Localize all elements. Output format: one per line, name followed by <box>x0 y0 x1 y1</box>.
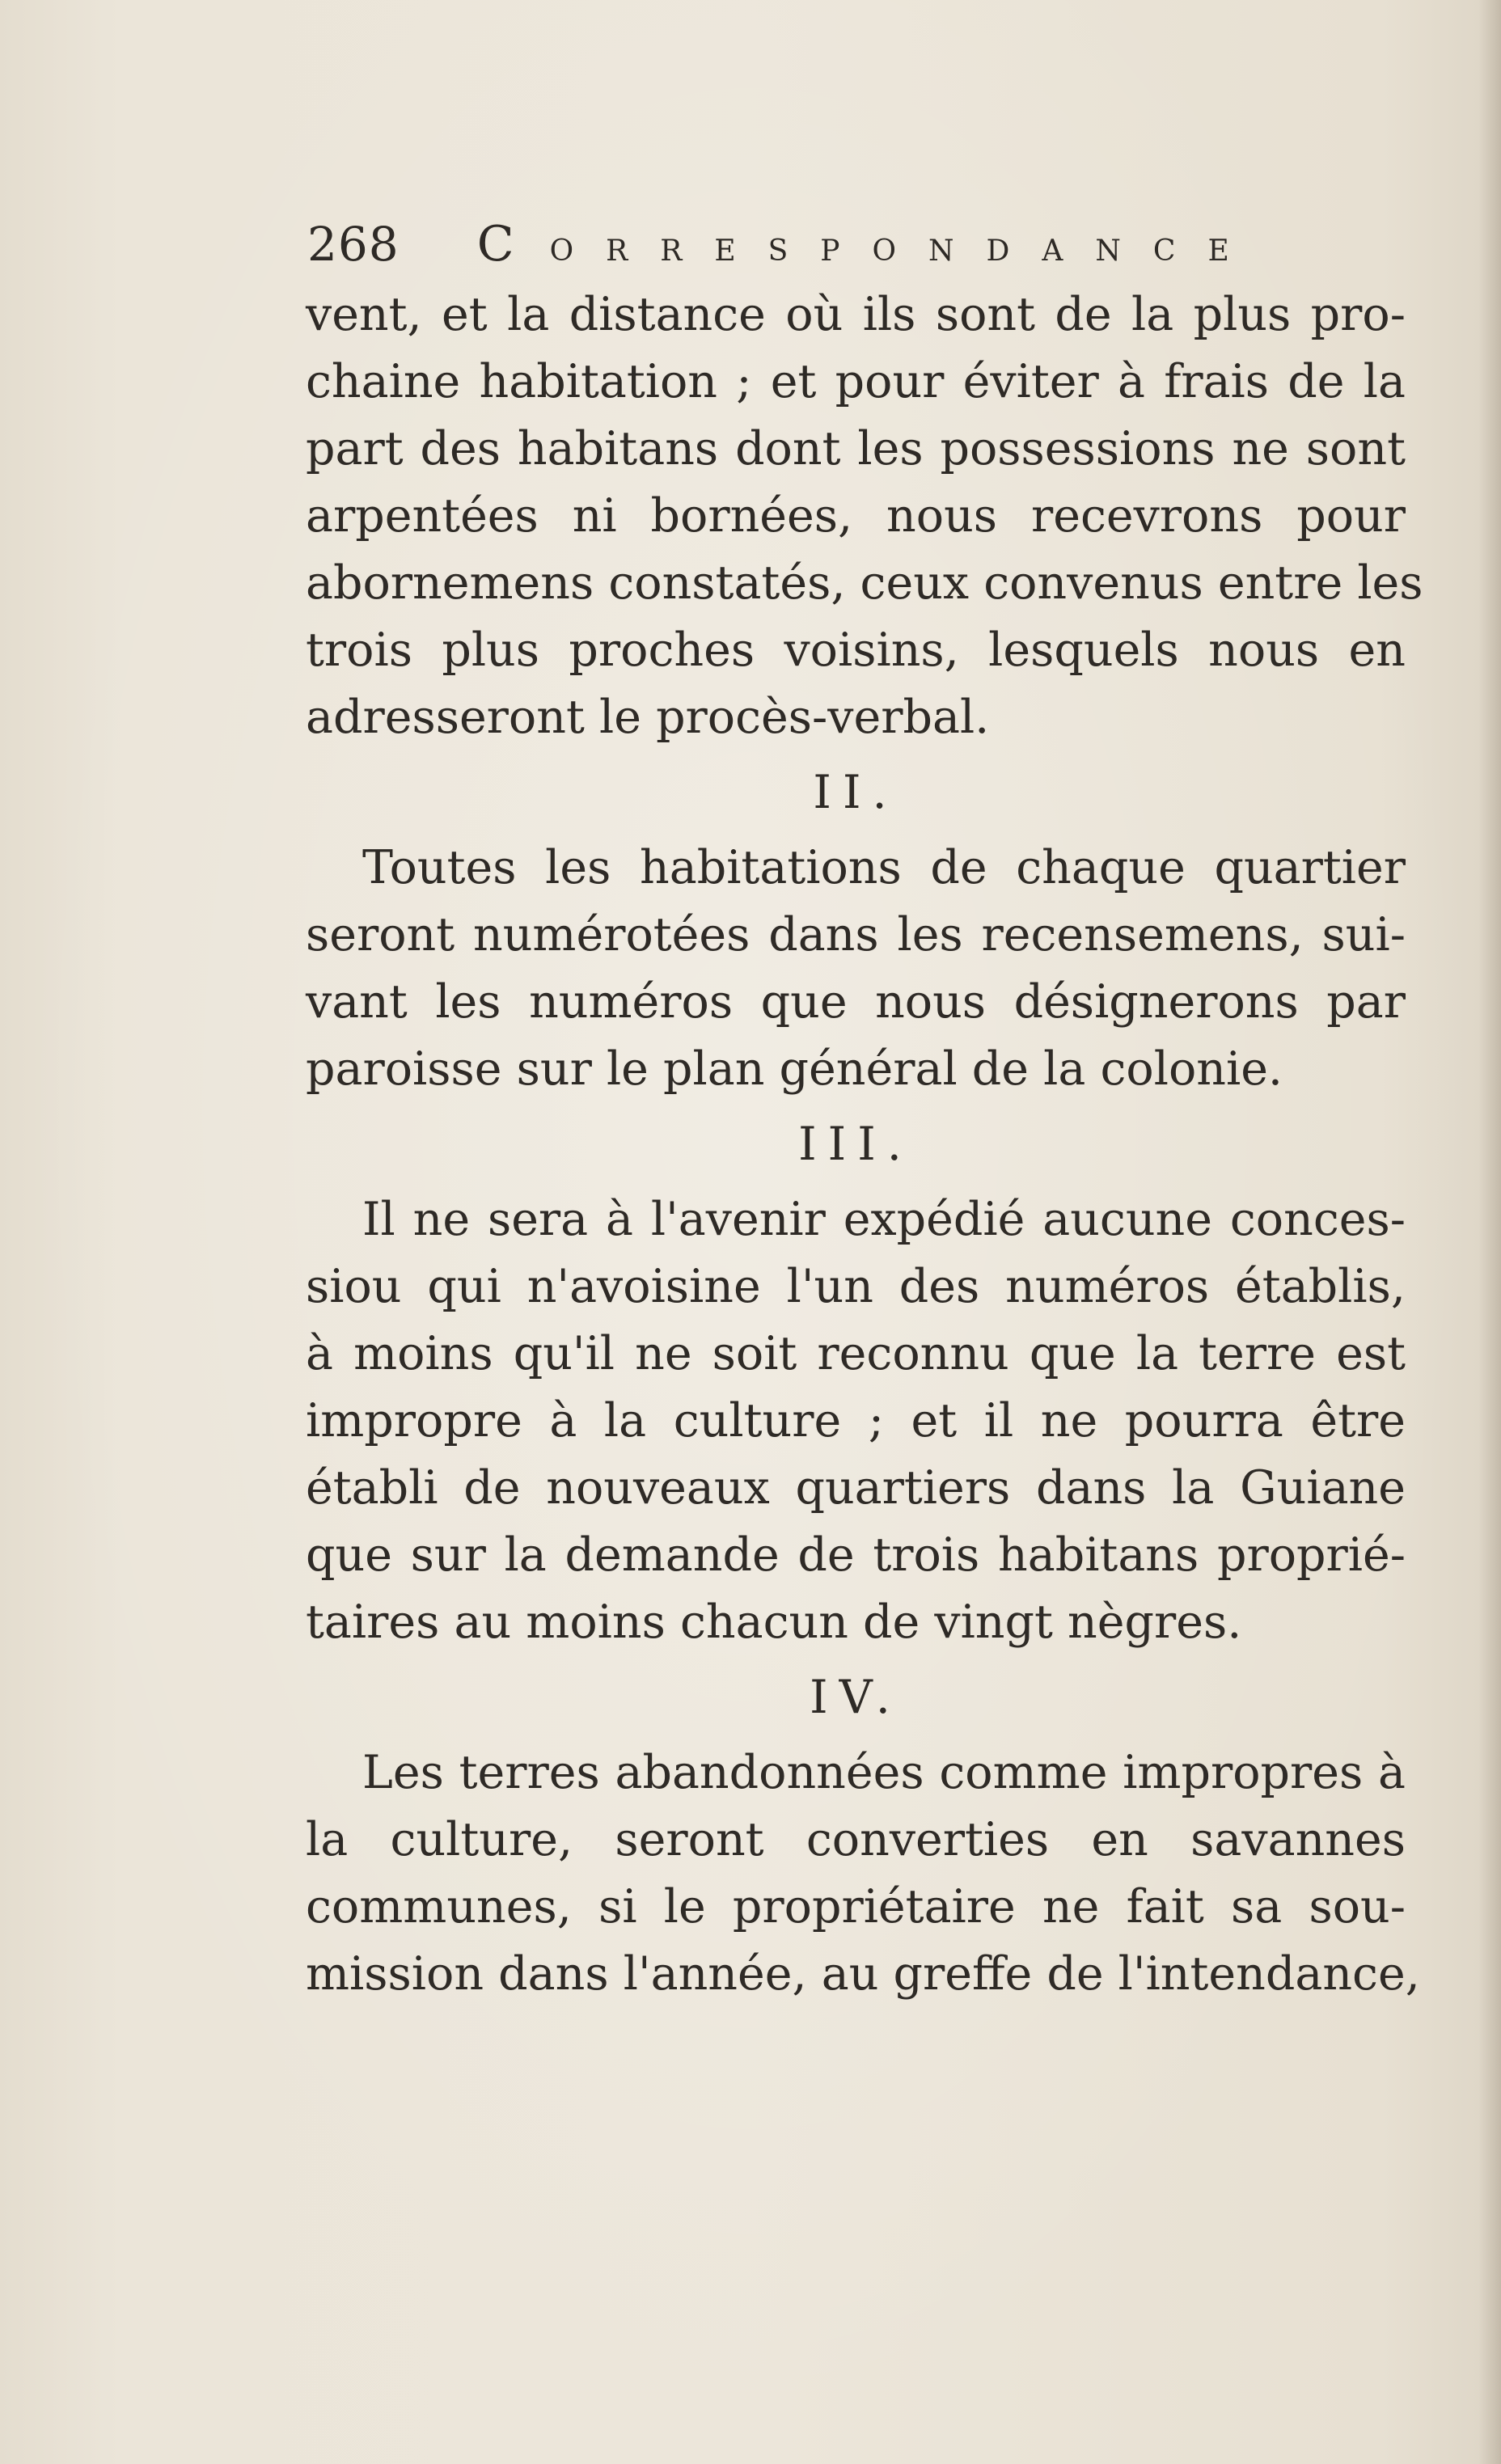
text-line: mission dans l'année, au greffe de l'intendance, <box>306 1947 1420 2001</box>
article-heading: IV. <box>810 1671 902 1724</box>
text-line: seront numérotées dans les recensemens, sui- <box>306 908 1406 962</box>
article-heading: II. <box>813 766 898 819</box>
text-line: taires au moins chacun de vingt nègres. <box>306 1595 1242 1649</box>
text-line: siou qui n'avoisine l'un des numéros établis, <box>306 1260 1406 1313</box>
text-line: part des habitans dont les possessions ne sont <box>306 422 1406 475</box>
article-paragraph <box>306 1186 1406 1656</box>
text-line: abornemens constatés, ceux convenus entre les <box>306 556 1423 610</box>
text-line: vent, et la distance où ils sont de la plus pro- <box>306 288 1406 341</box>
article-paragraph <box>306 835 1406 1103</box>
text-line: arpentées ni bornées, nous recevrons pour <box>306 489 1406 543</box>
text-line: chaine habitation ; et pour éviter à frais de la <box>306 355 1406 408</box>
page-edge-shadow <box>1478 0 1501 2464</box>
article-heading: III. <box>798 1118 913 1171</box>
paragraph-continuation <box>306 281 1423 751</box>
text-line: que sur la demande de trois habitans proprié- <box>306 1528 1406 1582</box>
text-line: établi de nouveaux quartiers dans la Guiane <box>306 1461 1406 1515</box>
text-line: Les terres abandonnées comme impropres à <box>362 1746 1406 1799</box>
text-line: à moins qu'il ne soit reconnu que la terre est <box>306 1327 1406 1380</box>
running-title-initial: C <box>476 216 514 273</box>
running-title-rest: ORRESPONDANCE <box>549 235 1262 268</box>
text-line: Il ne sera à l'avenir expédié aucune conces- <box>362 1193 1406 1246</box>
text-line: Toutes les habitations de chaque quartier <box>362 841 1406 894</box>
page-body <box>306 281 1423 2008</box>
running-title <box>477 216 1262 273</box>
running-header <box>307 212 1415 277</box>
article-paragraph <box>306 1739 1420 2008</box>
text-line: trois plus proches voisins, lesquels nous en <box>306 623 1406 677</box>
text-line: paroisse sur le plan général de la colonie. <box>306 1042 1283 1096</box>
text-line: adresseront le procès-verbal. <box>306 691 990 744</box>
text-line: vant les numéros que nous désignerons par <box>306 975 1406 1029</box>
text-line: la culture, seront converties en savannes <box>306 1813 1406 1866</box>
page-number: 268 <box>307 217 400 272</box>
text-line: impropre à la culture ; et il ne pourra être <box>306 1394 1406 1448</box>
text-line: communes, si le propriétaire ne fait sa sou- <box>306 1880 1406 1934</box>
